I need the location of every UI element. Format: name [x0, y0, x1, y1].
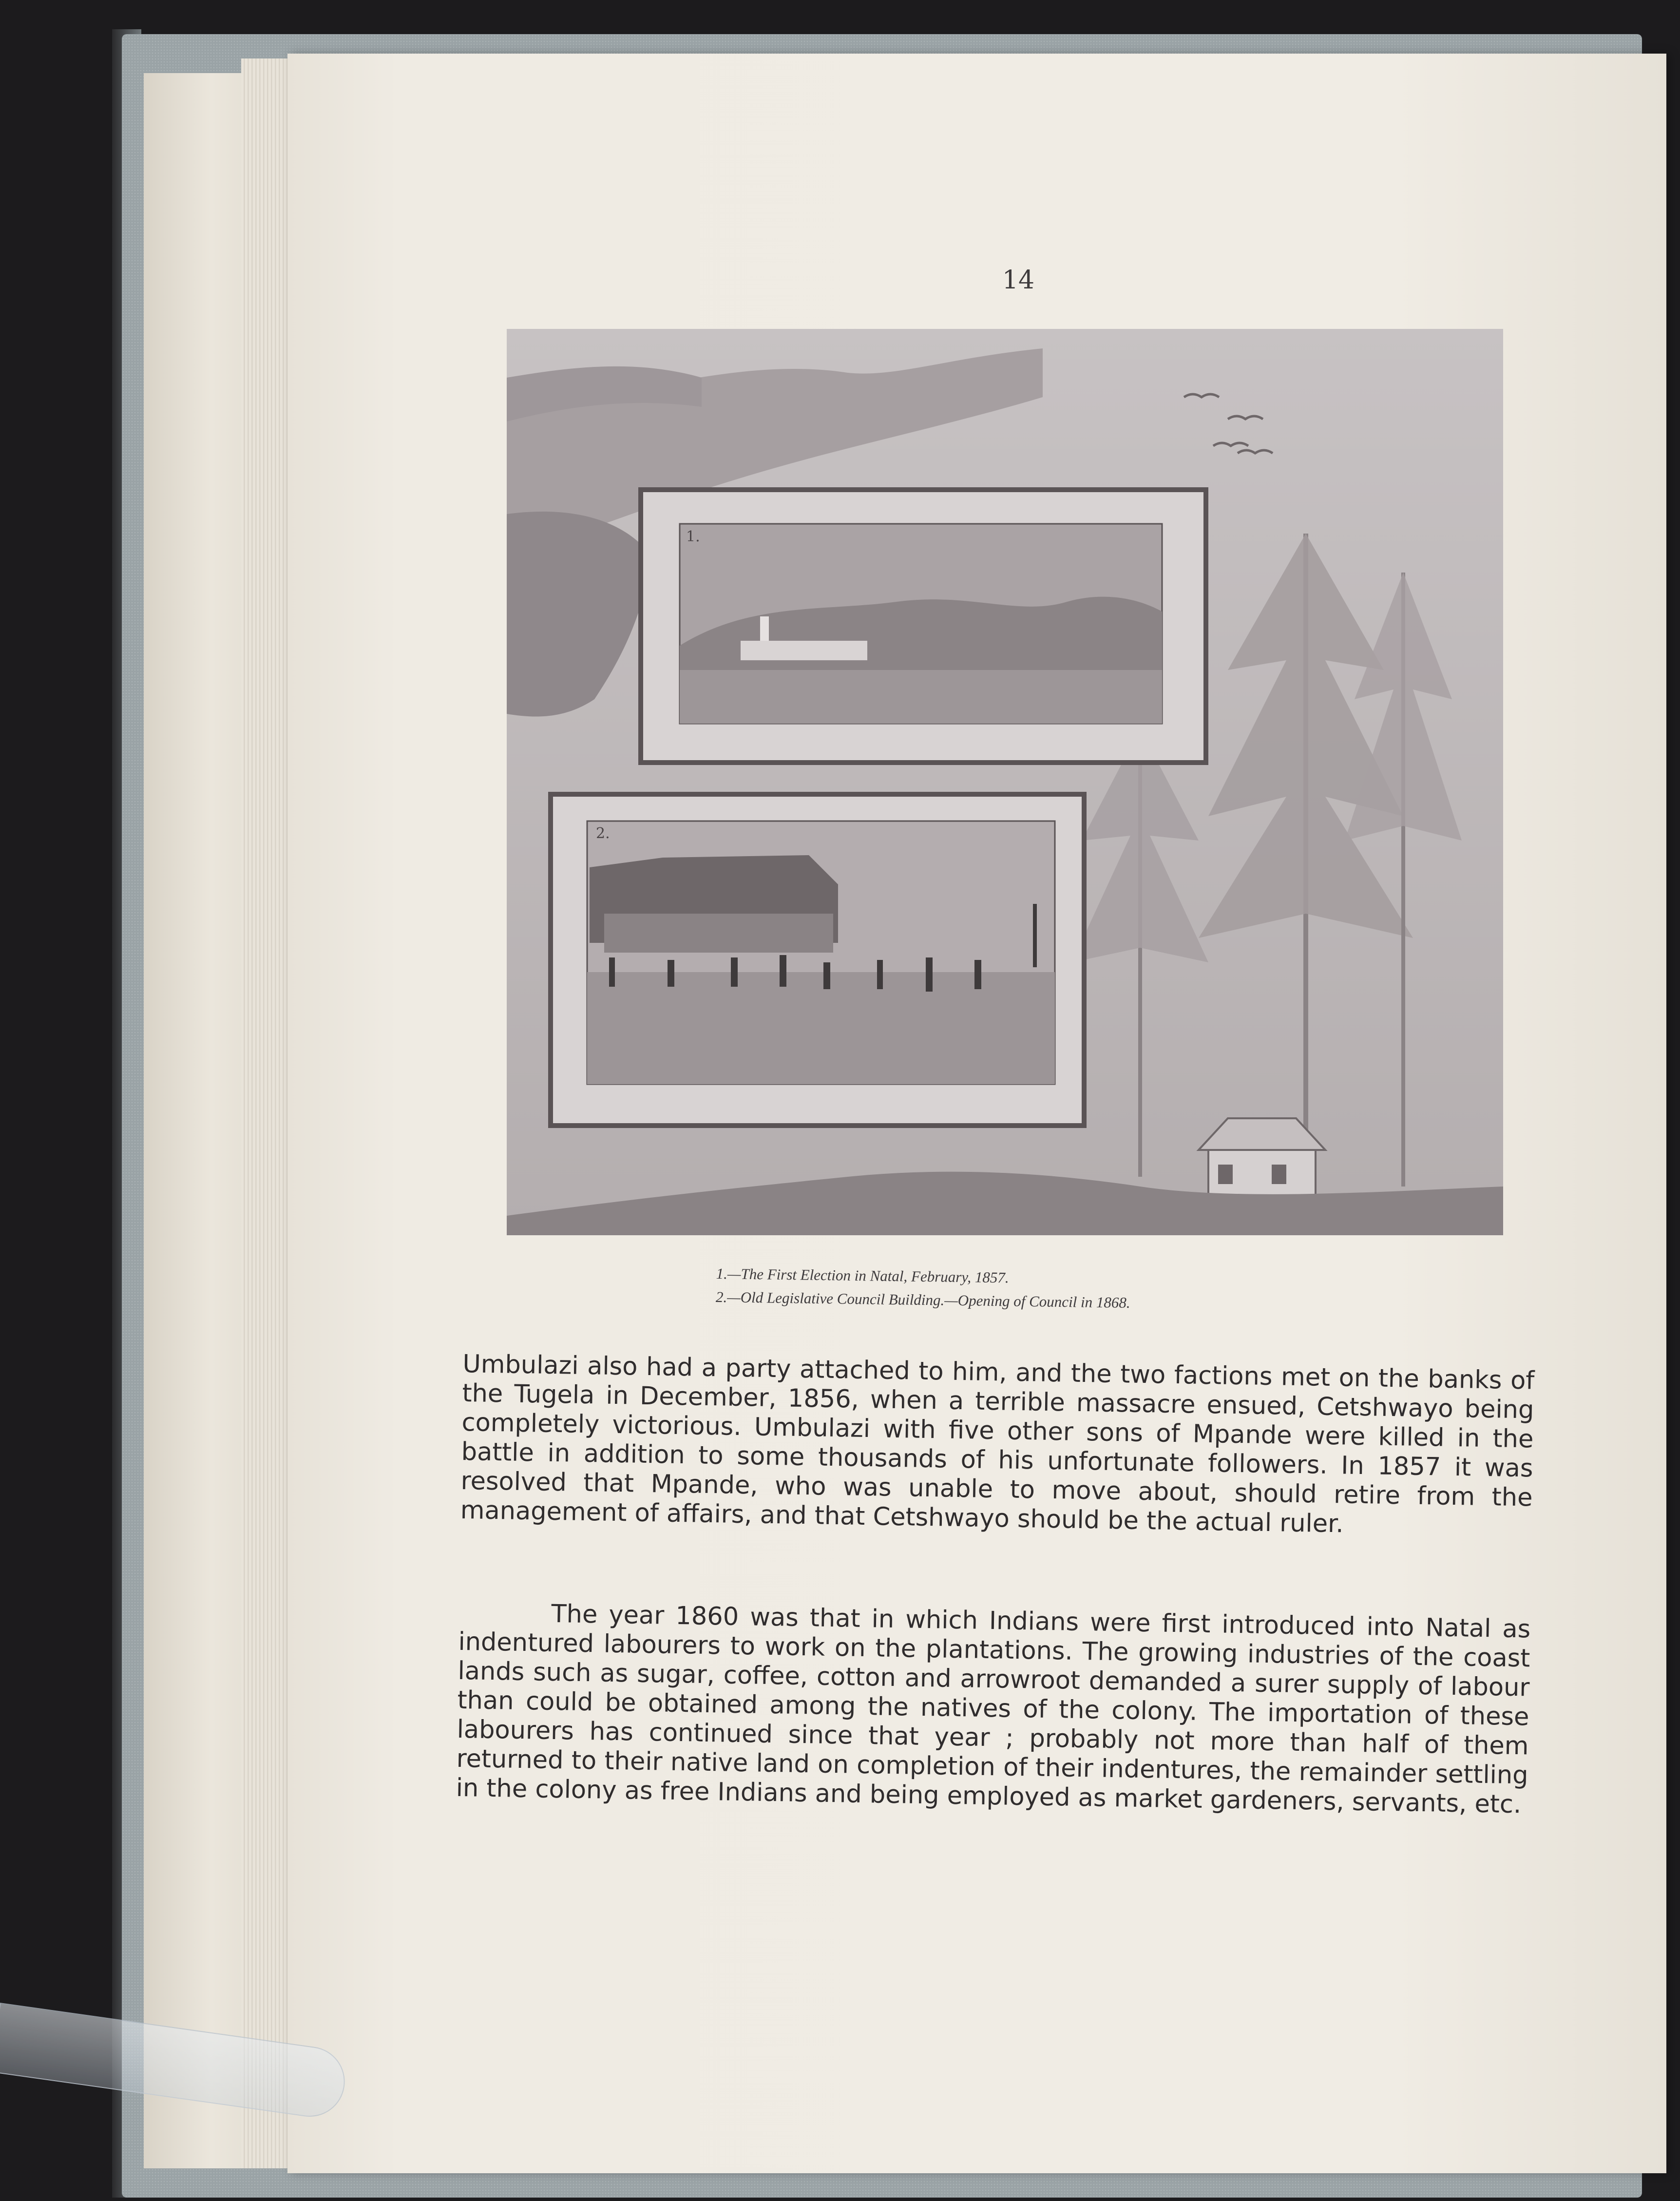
- illustration-plate: [507, 329, 1503, 1235]
- flyleaf: [144, 73, 256, 2168]
- photo1-label: 1.: [686, 528, 700, 545]
- body-text: [455, 1350, 1535, 1893]
- caption-line-1: 1.—The First Election in Natal, February, 1857.: [716, 1264, 1009, 1286]
- paragraph-2: The year 1860 was that in which Indians were first introduced into Natal as indentured labourers to work on the plantations. The growing industries of the coast lands such as sugar, coffee, cotton and arrowroot demanded a surer supply of labour than could be obtained among the natives of the colony. The importation of these labourers has continued since that year ; probably not more than half of them returned to their native land on completion of their indentures, the remainder settling in the colony as free Indians and being employed as market gardeners, servants, etc.: [456, 1599, 1531, 1819]
- page-edges: [241, 58, 295, 2168]
- paragraph-1: Umbulazi also had a party attached to him, and the two factions met on the banks of the Tugela in December, 1856, when a terrible massacre ensued, Cetshwayo being completely victorious. Umbulazi with five other sons of Mpande were killed in the battle in addition to some thousands of his unfortunate followers. In 1857 it was resolved that Mpande, who was unable to move about, should retire from the management of affairs, and that Cetshwayo should be the actual ruler.: [460, 1350, 1535, 1539]
- illustration-plate-art: [507, 329, 1503, 1235]
- plate-caption: [716, 1262, 1350, 1318]
- photo2-label: 2.: [596, 825, 610, 842]
- caption-line-2: 2.—Old Legislative Council Building.—Opening of Council in 1868.: [715, 1288, 1130, 1311]
- page-number: 14: [1002, 266, 1035, 295]
